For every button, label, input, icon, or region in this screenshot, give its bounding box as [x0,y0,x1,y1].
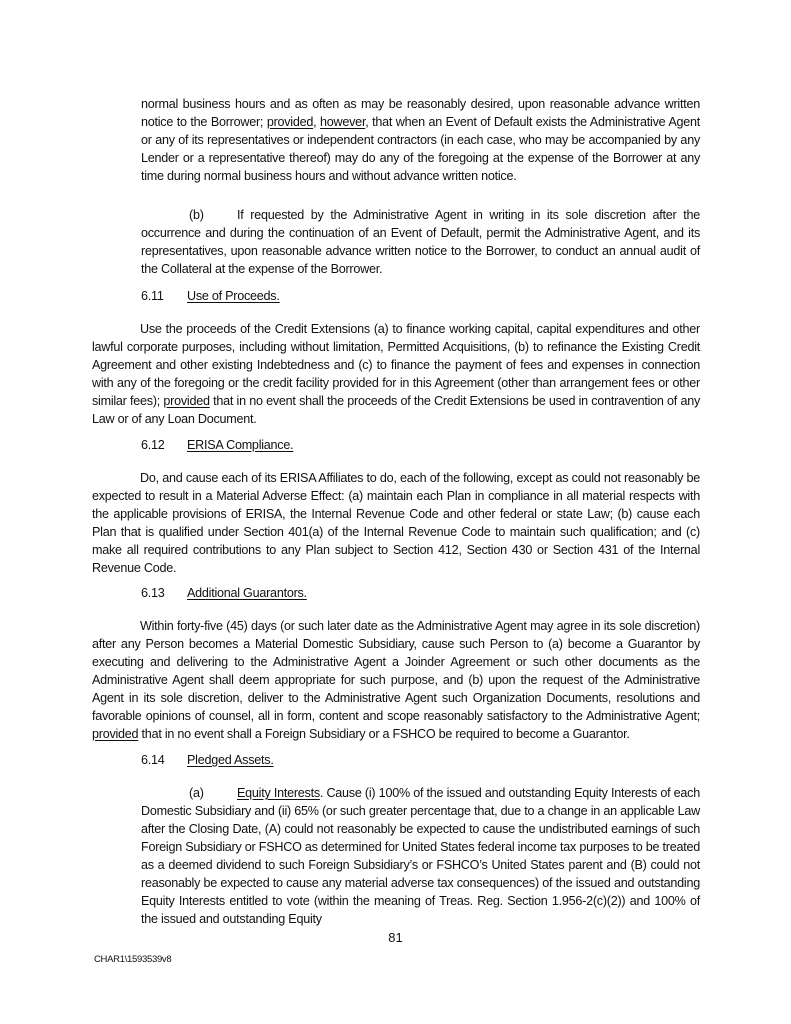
section-heading-6-11 [141,287,280,305]
section-heading-6-12 [141,436,293,454]
subparagraph-b: (b) If requested by the Administrative Agent in writing in its sole discretion after the occurrence and during the continuation of an Event of Default, permit the Administrative Agent, and its representatives, upon reasonable advance written notice to the Borrower, to conduct an annual audit of the Collateral at the expense of the Borrower. [141,208,700,276]
subparagraph-label: (b) [189,208,204,222]
section-number: 6.13 [141,586,165,600]
however-term: however [320,115,366,129]
section-body-6-12: Do, and cause each of its ERISA Affiliates to do, each of the following, except as could not reasonably be expected to result in a Material Adverse Effect: (a) maintain each Plan in compliance in all material respects with the applicable provisions of ERISA, the Internal Revenue Code and other federal or state Law; (b) cause each Plan that is qualified under Section 401(a) of the Internal Revenue Code to maintain such qualification; and (c) make all required contributions to any Plan subject to Section 412, Section 430 or Section 431 of the Internal Revenue Code. [92,471,700,575]
provided-term: provided [163,394,210,408]
continuation-paragraph: normal business hours and as often as may be reasonably desired, upon reasonable advance written notice to the Borrower; provided, however, that when an Event of Default exists the Administrative Agent or any of its representatives or independent contractors (in each case, who may be accompanied by any Lender or a representative thereof) may do any of the foregoing at the expense of the Borrower at any time during normal business hours and without advance written notice. [141,97,700,183]
section-title: Additional Guarantors. [187,586,307,600]
page-number: 81 [388,930,403,945]
section-number: 6.11 [141,289,164,303]
provided-term: provided [92,727,139,741]
section-body-6-13: Within forty-five (45) days (or such later date as the Administrative Agent may agree in its sole discretion) after any Person becomes a Material Domestic Subsidiary, cause such Person to (a) become a Guarantor by executing and delivering to the Administrative Agent a Joinder Agreement or such other documents as the Administrative Agent shall deem appropriate for such purpose, and (b) upon the request of the Administrative Agent in its sole discretion, deliver to the Administrative Agent such Organization Documents, resolutions and favorable opinions of counsel, all in form, content and scope reasonably satisfactory to the Administrative Agent; provided that in no event shall a Foreign Subsidiary or a FSHCO be required to become a Guarantor. [92,619,700,741]
section-heading-6-13 [141,584,307,602]
section-number: 6.14 [141,753,165,767]
provided-term: provided [266,115,314,129]
section-heading-6-14 [141,751,274,769]
section-number: 6.12 [141,438,165,452]
document-id: CHAR1\1593539v8 [94,954,172,965]
subparagraph-title: Equity Interests [237,786,320,800]
section-title: Pledged Assets. [187,753,274,767]
section-body-6-11: Use the proceeds of the Credit Extensions (a) to finance working capital, capital expenditures and other lawful corporate purposes, including without limitation, Permitted Acquisitions, (b) to refinance the Existing Credit Agreement and other existing Indebtedness and (c) to finance the payment of fees and expenses in connection with any of the foregoing or the credit facility provided for in this Agreement (other than arrangement fees or other similar fees); provided that in no event shall the proceeds of the Credit Extensions be used in contravention of any Law or of any Loan Document. [92,322,700,426]
section-title: Use of Proceeds. [187,289,280,303]
subparagraph-6-14-a: (a) Equity Interests. Cause (i) 100% of the issued and outstanding Equity Interests of each Domestic Subsidiary and (ii) 65% (or such greater percentage that, due to a change in an applicable Law after the Closing Date, (A) could not reasonably be expected to cause the undistributed earnings of such Foreign Subsidiary or FSHCO as determined for United States federal income tax purposes to be treated as a deemed dividend to such Foreign Subsidiary’s or FSHCO’s United States parent and (B) could not reasonably be expected to cause any material adverse tax consequences) of the issued and outstanding Equity Interests entitled to vote (within the meaning of Treas. Reg. Section 1.956-2(c)(2)) and 100% of the issued and outstanding Equity [141,786,700,926]
subparagraph-label: (a) [189,786,204,800]
section-title: ERISA Compliance. [187,438,294,452]
